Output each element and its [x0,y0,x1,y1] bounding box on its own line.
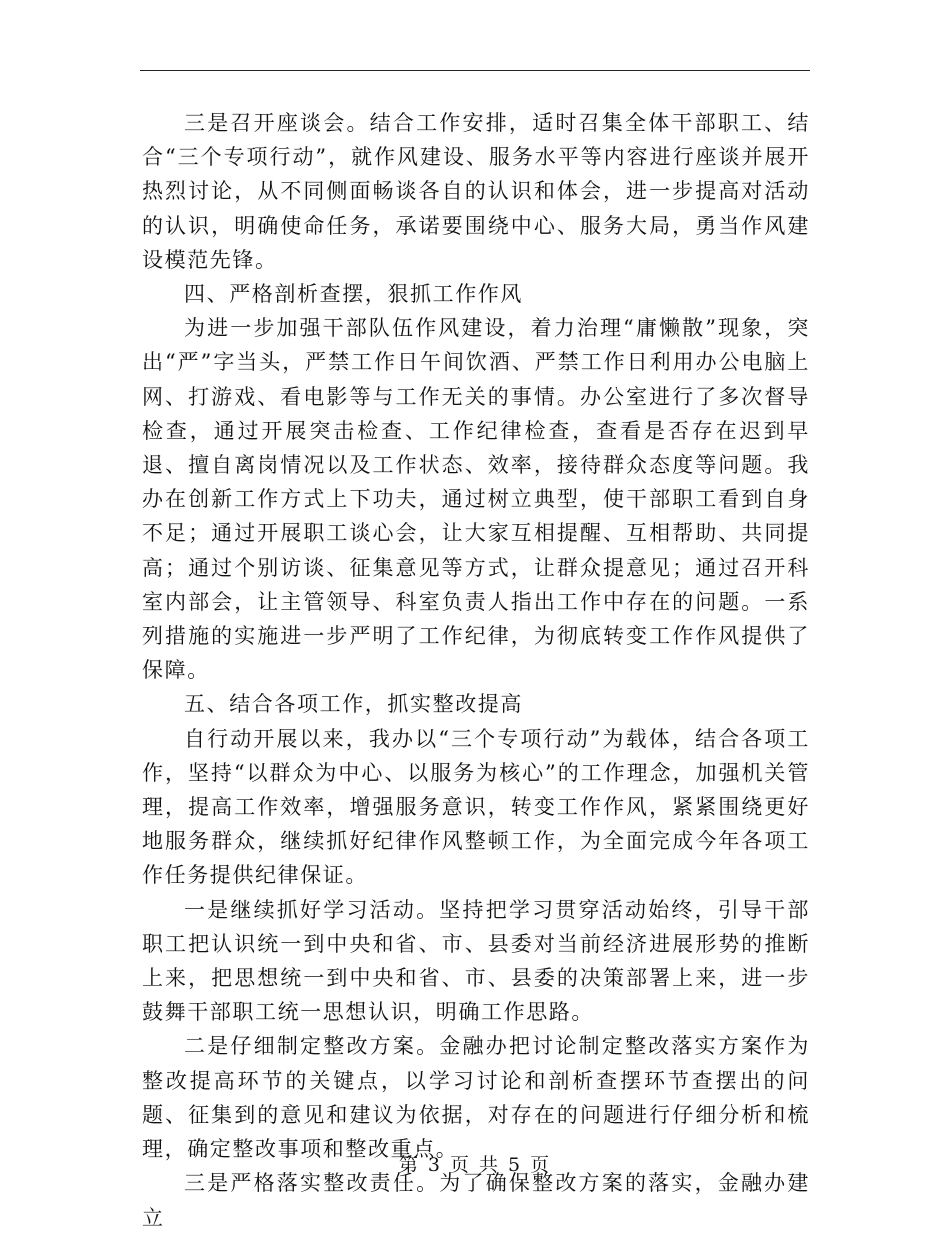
paragraph-study: 一是继续抓好学习活动。坚持把学习贯穿活动始终，引导干部职工把认识统一到中央和省、市、县委对当前经济进展形势的推断上来，把思想统一到中央和省、市、县委的决策部署上来，进一步鼓舞干部职工统一思想认识，明确工作思路。 [142,897,810,1025]
paragraph-plan: 二是仔细制定整改方案。金融办把讨论制定整改落实方案作为整改提高环节的关键点，以学习讨论和剖析查摆环节查摆出的问题、征集到的意见和建议为依据，对存在的问题进行仔细分析和梳理，确定整改事项和整改重点。 [142,1034,810,1162]
section-heading-4: 四、严格剖析查摆，狠抓工作作风 [184,282,523,307]
paragraph-responsibility: 三是严格落实整改责任。为了确保整改方案的落实，金融办建立 [142,1171,810,1230]
section-heading-5: 五、结合各项工作，抓实整改提高 [184,692,523,717]
header-rule [140,70,810,71]
paragraph-action: 自行动开展以来，我办以“三个专项行动”为载体，结合各项工作，坚持“以群众为中心、以服务为核心”的工作理念，加强机关管理，提高工作效率，增强服务意识，转变工作作风，紧紧围绕更好地服务群众，继续抓好纪律作风整顿工作，为全面完成今年各项工作任务提供纪律保证。 [142,726,810,888]
body-text [142,106,810,1235]
paragraph-meeting: 三是召开座谈会。结合工作安排，适时召集全体干部职工、结合“三个专项行动”，就作风建设、服务水平等内容进行座谈并展开热烈讨论，从不同侧面畅谈各自的认识和体会，进一步提高对活动的认识，明确使命任务，承诺要围绕中心、服务大局，勇当作风建设模范先锋。 [142,111,810,272]
page-number-footer: 第 3 页 共 5 页 [398,1154,552,1176]
paragraph-discipline: 为进一步加强干部队伍作风建设，着力治理“庸懒散”现象，突出“严”字当头，严禁工作日午间饮酒、严禁工作日利用办公电脑上网、打游戏、看电影等与工作无关的事情。办公室进行了多次督导检查，通过开展突击检查、工作纪律检查，查看是否存在迟到早退、擅自离岗情况以及工作状态、效率，接待群众态度等问题。我办在创新工作方式上下功夫，通过树立典型，使干部职工看到自身不足；通过开展职工谈心会，让大家互相提醒、互相帮助、共同提高；通过个别访谈、征集意见等方式，让群众提意见；通过召开科室内部会，让主管领导、科室负责人指出工作中存在的问题。一系列措施的实施进一步严明了工作纪律，为彻底转变工作作风提供了保障。 [142,316,810,683]
